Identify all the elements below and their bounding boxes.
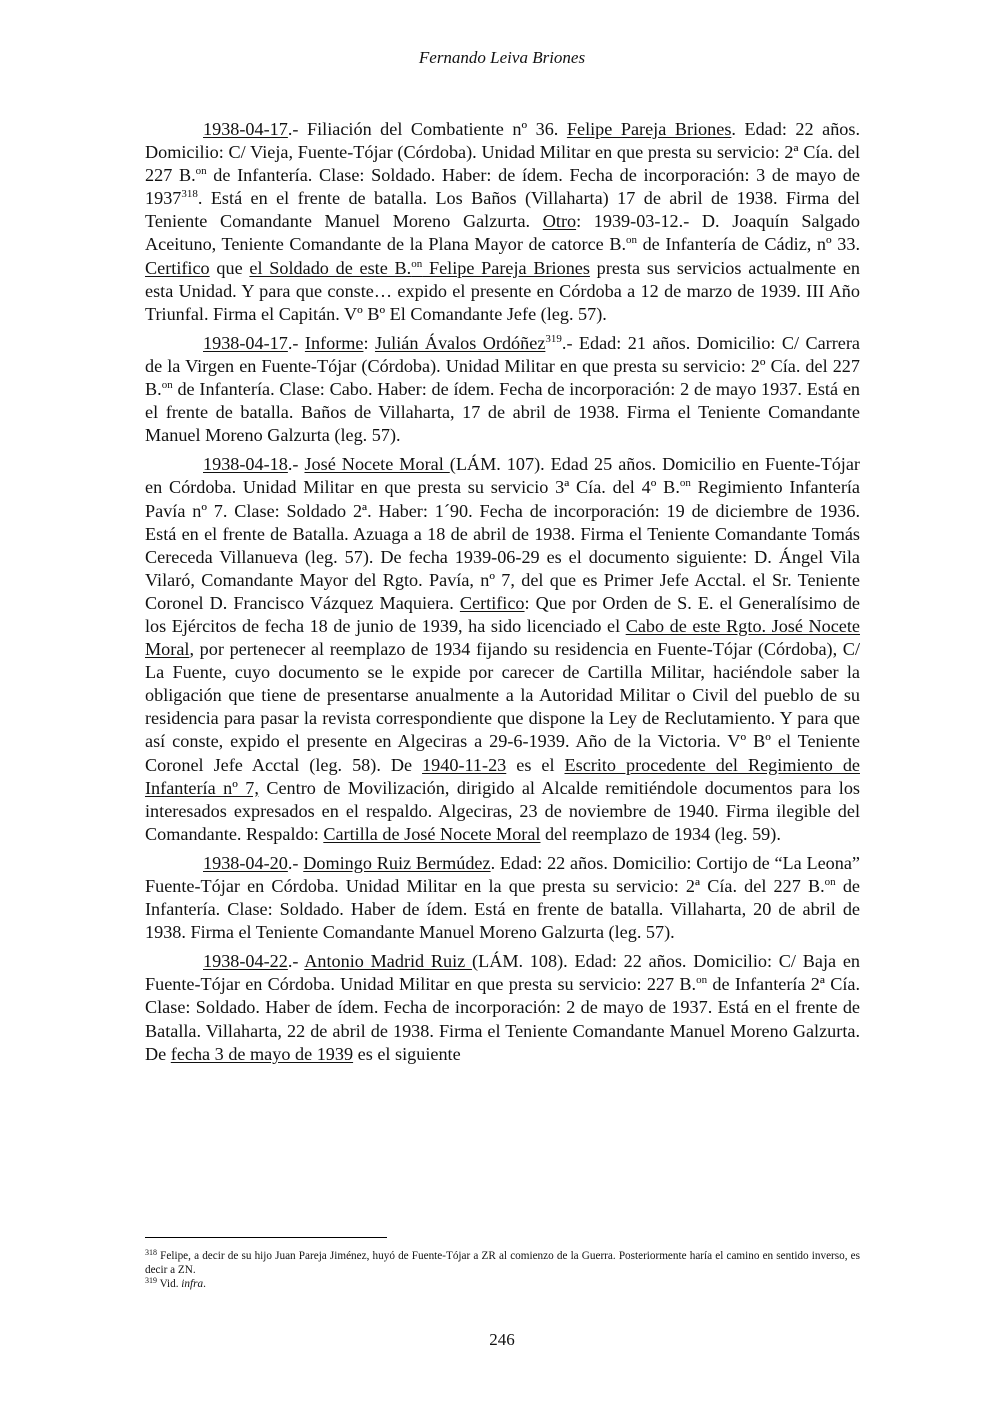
footnote-text: Felipe, a decir de su hijo Juan Pareja Jiménez, huyó de Fuente-Tójar a ZR al comienzo de la Guerra. Posteriormente haría el camino en sentido inverso, es decir a ZN. [145,1250,860,1276]
underlined-text: Cabo de este Rgto. José Nocete Moral [145,615,860,660]
entry-date: 1938-04-20 [203,852,288,873]
underlined-text: Certifico [145,257,210,278]
superscript: on [626,234,637,247]
entry-date: 1938-04-17 [203,332,288,353]
text-span: de Infantería. Clase: Cabo. Haber: de ídem. Fecha de incorporación: 2 de mayo 1937. Está en el frente de batalla. Baños de Villaharta, 17 de abril de 1938. Firma el Teniente Comandante Manuel Moreno Galzurta (leg. 57). [145,379,860,446]
text-span: , por pertenecer al reemplazo de 1934 fijando su residencia en Fuente-Tójar (Córdoba), C/ La Fuente, cuyo documento se le expide por carecer de Cartilla Militar, haciéndole saber la obligación que tiene de presentarse anualmente a la Autoridad Militar o Civil del pueblo de su residencia para pasar la revista correspondiente que dispone la Ley de Reclutamiento. Y para que así conste, expido el presente en Algeciras a 29-6-1939. Año de la Victoria. Vº Bº el Teniente Coronel Jefe Acctal (leg. 58). De [145,639,860,775]
footnote-number: 318 [145,1248,157,1257]
text-span: . Edad: 22 años. Domicilio: Cortijo de “La Leona” Fuente-Tójar en Córdoba. Unidad Militar en la que presta su servicio: 2ª Cía. del 227 B. [145,852,860,896]
paragraph-1938-04-17-avalos [145,332,860,447]
superscript: on [679,477,691,490]
superscript: on [411,257,423,270]
text-span: : [363,332,375,353]
superscript: on [161,379,173,392]
running-header: Fernando Leiva Briones [418,48,586,67]
text-span: .- [287,454,305,475]
text-span: : Que por Orden de S. E. el Generalísimo de los Ejércitos de fecha 18 de junio de 1939, ha sido licenciado el [145,592,860,636]
person-name: Domingo Ruiz Bermúdez [303,852,491,873]
text-span: . Edad: 22 años. Domicilio: C/ Vieja, Fuente-Tójar (Córdoba). Unidad Militar en que presta su servicio: 2ª Cía. del 227 B. [145,119,861,186]
text-span: presta sus servicios actualmente en esta Unidad. Y para que conste… expido el presente en Córdoba a 12 de marzo de 1939. III Año Triunfal. Firma el Capitán. Vº Bº El Comandante Jefe (leg. 57). [145,257,860,324]
footnote-italic: infra [181,1278,204,1290]
page-number: 246 [489,1330,515,1349]
text-span: de Infantería 2ª Cía. Clase: Soldado. Haber de ídem. Fecha de incorporación: 2 de mayo de 1937. Está en el frente de Batalla. Villaharta, 22 de abril de 1938. Firma el Teniente Comandante Manuel Moreno Galzurta. De [145,974,860,1064]
text-span: .- Edad: 21 años. Domicilio: C/ Carrera de la Virgen en Fuente-Tójar (Córdoba). Unidad Militar en que presta su servicio: 2º Cía. del 227 B. [145,332,861,400]
footnote-318 [145,1249,860,1277]
text-span: .- [287,332,305,353]
underlined-text: Escrito procedente del Regimiento de Infantería nº 7, [145,754,860,798]
footnotes [145,1249,860,1291]
underlined-date: 1940-11-23 [422,754,507,775]
entry-date: 1938-04-18 [203,454,288,475]
superscript: on [824,876,836,888]
text-span: de Infantería. Clase: Soldado. Haber: de ídem. Fecha de incorporación: 3 de mayo de 1937 [145,165,860,209]
text-span: (LÁM. 107). Edad 25 años. Domicilio en Fuente-Tójar en Córdoba. Unidad Militar en que presta su servicio 3ª Cía. del 4º B. [145,454,860,498]
text-span: que [209,257,250,278]
footnote-text: . [203,1278,206,1290]
text-span: del reemplazo de 1934 (leg. 59). [540,823,781,844]
text-span: .- [287,852,304,873]
person-name: Felipe Pareja Briones [566,119,732,139]
paragraph-1938-04-17-pareja [145,118,860,326]
footnote-319 [145,1277,860,1291]
superscript: on [696,974,708,987]
underlined-text: Otro [542,211,577,232]
text-span: de Infantería. Clase: Soldado. Haber de ídem. Está en frente de batalla. Villaharta, 20 de abril de 1938. Firma el Teniente Comandante Manuel Moreno Galzurta (leg. 57). [145,876,861,943]
superscript: on [195,165,207,178]
footnote-ref-318[interactable]: 318 [181,188,198,201]
person-name: José Nocete Moral [304,454,450,475]
text-span: .- Filiación del Combatiente nº 36. [287,119,567,139]
footnote-number: 319 [145,1276,157,1285]
entry-date: 1938-04-17 [203,119,288,139]
footnote-ref-319[interactable]: 319 [545,332,562,345]
underlined-text: Informe [304,332,364,353]
text-span: . Está en el frente de batalla. Los Baños (Villaharta) 17 de abril de 1938. Firma del Teniente Comandante Manuel Moreno Galzurta. [145,188,860,232]
text-span: Regimiento Infantería Pavía nº 7. Clase: Soldado 2ª. Haber: 1´90. Fecha de incorporación: 19 de diciembre de 1936. Está en el frente de Batalla. Azuaga a 18 de abril de 1938. Firma el Teniente Comandante Tomás Cereceda Villanueva (leg. 57). De fecha 1939-06-29 es el documento siguiente: D. Ángel Vila Vilaró, Comandante Mayor del Rgto. Pavía, nº 7, del que es Primer Jefe Acctal. el Sr. Teniente Coronel D. Francisco Vázquez Maquiera. [145,477,861,613]
text-span: el Soldado de este B. [249,257,412,278]
footnote-text: Vid. [157,1278,182,1290]
text-span: es el [506,754,565,775]
underlined-text: Cartilla de José Nocete Moral [323,823,541,844]
paragraph-1938-04-22-madrid [145,950,860,1065]
underlined-text: fecha 3 de mayo de 1939 [170,1043,354,1064]
text-span: : 1939-03-12.- D. Joaquín Salgado Aceituno, Teniente Comandante de la Plana Mayor de catorce B. [145,211,861,255]
text-span: Felipe Pareja Briones [422,257,590,278]
underlined-text: Certifico [459,592,525,613]
text-span: es el siguiente [353,1043,461,1064]
main-text [145,118,860,1072]
person-name: Antonio Madrid Ruiz [304,951,473,972]
person-name: Julián Ávalos Ordóñez [374,332,546,353]
text-span: .- [287,951,305,972]
text-span: de Infantería de Cádiz, nº 33. [637,234,860,255]
paragraph-1938-04-20-ruiz [145,852,860,944]
text-span: (LÁM. 108). Edad: 22 años. Domicilio: C/ Baja en Fuente-Tójar en Córdoba. Unidad Militar en que presta su servicio: 227 B. [145,951,860,995]
entry-date: 1938-04-22 [203,951,288,972]
underlined-text [249,258,590,278]
paragraph-1938-04-18-nocete [145,453,860,846]
footnote-separator [145,1237,387,1238]
text-span: Centro de Movilización, dirigido al Alcalde remitiéndole documentos para los interesados expresados en el respaldo. Algeciras, 23 de noviembre de 1940. Firma ilegible del Comandante. Respaldo: [145,777,860,844]
